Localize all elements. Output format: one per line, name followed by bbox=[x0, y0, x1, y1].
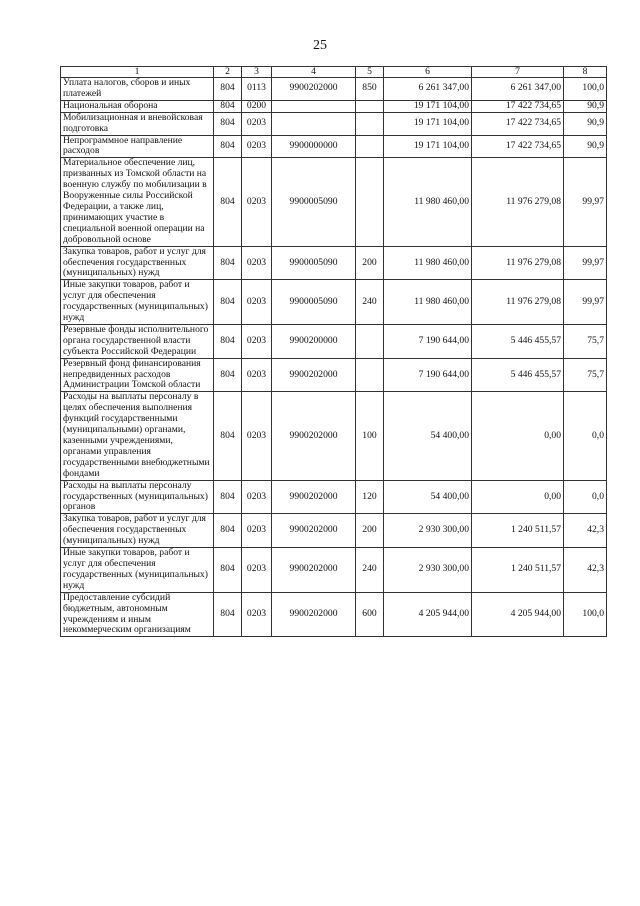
cell-rz: 0203 bbox=[242, 392, 272, 480]
cell-rz: 0203 bbox=[242, 514, 272, 548]
cell-plan: 7 190 644,00 bbox=[384, 324, 472, 358]
cell-percent: 42,3 bbox=[564, 514, 607, 548]
cell-gr: 804 bbox=[214, 158, 242, 246]
table-header-row bbox=[61, 67, 607, 78]
cell-csr: 9900202000 bbox=[272, 548, 356, 593]
cell-vr bbox=[356, 135, 384, 158]
cell-name: Расходы на выплаты персоналу в целях обеспечения выполнения функций государственными (муниципальными) органами, казенными учреждениями, органами управления государственными внебюджетными фондами bbox=[61, 392, 214, 480]
cell-vr bbox=[356, 358, 384, 392]
cell-vr: 240 bbox=[356, 548, 384, 593]
cell-plan: 11 980 460,00 bbox=[384, 280, 472, 325]
column-header: 8 bbox=[564, 67, 607, 78]
cell-vr bbox=[356, 100, 384, 112]
cell-fact: 0,00 bbox=[472, 480, 564, 514]
cell-percent: 75,7 bbox=[564, 324, 607, 358]
cell-rz: 0203 bbox=[242, 280, 272, 325]
cell-rz: 0203 bbox=[242, 112, 272, 135]
cell-fact: 4 205 944,00 bbox=[472, 592, 564, 637]
cell-fact: 1 240 511,57 bbox=[472, 514, 564, 548]
cell-plan: 2 930 300,00 bbox=[384, 548, 472, 593]
cell-vr: 240 bbox=[356, 280, 384, 325]
cell-plan: 19 171 104,00 bbox=[384, 112, 472, 135]
cell-name: Мобилизационная и вневойсковая подготовка bbox=[61, 112, 214, 135]
table-row bbox=[61, 100, 607, 112]
table-row bbox=[61, 324, 607, 358]
column-header: 4 bbox=[272, 67, 356, 78]
cell-csr: 9900000000 bbox=[272, 135, 356, 158]
cell-fact: 11 976 279,08 bbox=[472, 280, 564, 325]
cell-name: Резервный фонд финансирования непредвиденных расходов Администрации Томской области bbox=[61, 358, 214, 392]
cell-plan: 54 400,00 bbox=[384, 480, 472, 514]
cell-name: Расходы на выплаты персоналу государственных (муниципальных) органов bbox=[61, 480, 214, 514]
cell-csr: 9900202000 bbox=[272, 78, 356, 101]
table-row bbox=[61, 112, 607, 135]
cell-plan: 54 400,00 bbox=[384, 392, 472, 480]
table-row bbox=[61, 280, 607, 325]
cell-csr: 9900005090 bbox=[272, 246, 356, 280]
cell-fact: 5 446 455,57 bbox=[472, 324, 564, 358]
cell-percent: 90,9 bbox=[564, 135, 607, 158]
cell-rz: 0203 bbox=[242, 358, 272, 392]
cell-csr: 9900202000 bbox=[272, 480, 356, 514]
cell-gr: 804 bbox=[214, 392, 242, 480]
cell-rz: 0203 bbox=[242, 246, 272, 280]
cell-rz: 0203 bbox=[242, 548, 272, 593]
cell-percent: 99,97 bbox=[564, 158, 607, 246]
page-number: 25 bbox=[313, 38, 327, 53]
cell-gr: 804 bbox=[214, 480, 242, 514]
cell-csr: 9900202000 bbox=[272, 514, 356, 548]
cell-plan: 19 171 104,00 bbox=[384, 135, 472, 158]
cell-gr: 804 bbox=[214, 78, 242, 101]
cell-plan: 4 205 944,00 bbox=[384, 592, 472, 637]
cell-gr: 804 bbox=[214, 324, 242, 358]
cell-vr: 600 bbox=[356, 592, 384, 637]
cell-plan: 11 980 460,00 bbox=[384, 158, 472, 246]
column-header: 7 bbox=[472, 67, 564, 78]
table-row bbox=[61, 548, 607, 593]
table-row bbox=[61, 392, 607, 480]
cell-gr: 804 bbox=[214, 100, 242, 112]
cell-plan: 6 261 347,00 bbox=[384, 78, 472, 101]
column-header: 1 bbox=[61, 67, 214, 78]
cell-vr bbox=[356, 112, 384, 135]
table-row bbox=[61, 358, 607, 392]
cell-percent: 42,3 bbox=[564, 548, 607, 593]
cell-name: Непрограммное направление расходов bbox=[61, 135, 214, 158]
cell-rz: 0113 bbox=[242, 78, 272, 101]
cell-name: Материальное обеспечение лиц, призванных из Томской области на военную службу по мобилизации в Вооруженные силы Российской Федерации, а также лиц, принимающих участие в специальной военной операции на добровольной основе bbox=[61, 158, 214, 246]
cell-gr: 804 bbox=[214, 246, 242, 280]
cell-fact: 17 422 734,65 bbox=[472, 100, 564, 112]
cell-rz: 0203 bbox=[242, 135, 272, 158]
cell-name: Резервные фонды исполнительного органа государственной власти субъекта Российской Федерации bbox=[61, 324, 214, 358]
cell-vr: 850 bbox=[356, 78, 384, 101]
cell-gr: 804 bbox=[214, 112, 242, 135]
cell-percent: 100,0 bbox=[564, 78, 607, 101]
cell-gr: 804 bbox=[214, 514, 242, 548]
cell-plan: 2 930 300,00 bbox=[384, 514, 472, 548]
cell-vr: 120 bbox=[356, 480, 384, 514]
cell-percent: 100,0 bbox=[564, 592, 607, 637]
column-header: 6 bbox=[384, 67, 472, 78]
cell-fact: 1 240 511,57 bbox=[472, 548, 564, 593]
cell-csr bbox=[272, 112, 356, 135]
cell-gr: 804 bbox=[214, 592, 242, 637]
cell-csr: 9900005090 bbox=[272, 158, 356, 246]
table-row bbox=[61, 78, 607, 101]
cell-gr: 804 bbox=[214, 135, 242, 158]
table-row bbox=[61, 246, 607, 280]
cell-name: Предоставление субсидий бюджетным, автономным учреждениям и иным некоммерческим организациям bbox=[61, 592, 214, 637]
cell-vr bbox=[356, 158, 384, 246]
cell-name: Уплата налогов, сборов и иных платежей bbox=[61, 78, 214, 101]
cell-vr: 200 bbox=[356, 246, 384, 280]
cell-gr: 804 bbox=[214, 358, 242, 392]
cell-name: Иные закупки товаров, работ и услуг для обеспечения государственных (муниципальных) нужд bbox=[61, 280, 214, 325]
cell-vr: 200 bbox=[356, 514, 384, 548]
cell-percent: 90,9 bbox=[564, 100, 607, 112]
cell-fact: 17 422 734,65 bbox=[472, 135, 564, 158]
cell-csr: 9900202000 bbox=[272, 358, 356, 392]
column-header: 5 bbox=[356, 67, 384, 78]
cell-fact: 5 446 455,57 bbox=[472, 358, 564, 392]
cell-rz: 0203 bbox=[242, 592, 272, 637]
cell-fact: 11 976 279,08 bbox=[472, 246, 564, 280]
cell-csr: 9900005090 bbox=[272, 280, 356, 325]
cell-csr bbox=[272, 100, 356, 112]
cell-rz: 0203 bbox=[242, 158, 272, 246]
table-row bbox=[61, 158, 607, 246]
cell-vr bbox=[356, 324, 384, 358]
table-row bbox=[61, 135, 607, 158]
cell-rz: 0200 bbox=[242, 100, 272, 112]
cell-rz: 0203 bbox=[242, 324, 272, 358]
cell-csr: 9900202000 bbox=[272, 392, 356, 480]
budget-table bbox=[60, 66, 607, 637]
cell-name: Закупка товаров, работ и услуг для обеспечения государственных (муниципальных) нужд bbox=[61, 514, 214, 548]
cell-name: Закупка товаров, работ и услуг для обеспечения государственных (муниципальных) нужд bbox=[61, 246, 214, 280]
cell-csr: 9900200000 bbox=[272, 324, 356, 358]
cell-gr: 804 bbox=[214, 548, 242, 593]
cell-percent: 99,97 bbox=[564, 280, 607, 325]
cell-percent: 99,97 bbox=[564, 246, 607, 280]
cell-percent: 75,7 bbox=[564, 358, 607, 392]
cell-plan: 19 171 104,00 bbox=[384, 100, 472, 112]
cell-fact: 17 422 734,65 bbox=[472, 112, 564, 135]
cell-name: Иные закупки товаров, работ и услуг для обеспечения государственных (муниципальных) нужд bbox=[61, 548, 214, 593]
table-row bbox=[61, 592, 607, 637]
cell-plan: 11 980 460,00 bbox=[384, 246, 472, 280]
cell-fact: 11 976 279,08 bbox=[472, 158, 564, 246]
cell-name: Национальная оборона bbox=[61, 100, 214, 112]
table-row bbox=[61, 514, 607, 548]
table-row bbox=[61, 480, 607, 514]
cell-percent: 0,0 bbox=[564, 392, 607, 480]
table-body bbox=[61, 67, 607, 637]
cell-gr: 804 bbox=[214, 280, 242, 325]
cell-plan: 7 190 644,00 bbox=[384, 358, 472, 392]
cell-fact: 0,00 bbox=[472, 392, 564, 480]
cell-vr: 100 bbox=[356, 392, 384, 480]
cell-percent: 0,0 bbox=[564, 480, 607, 514]
cell-csr: 9900202000 bbox=[272, 592, 356, 637]
column-header: 2 bbox=[214, 67, 242, 78]
cell-fact: 6 261 347,00 bbox=[472, 78, 564, 101]
cell-percent: 90,9 bbox=[564, 112, 607, 135]
column-header: 3 bbox=[242, 67, 272, 78]
cell-rz: 0203 bbox=[242, 480, 272, 514]
